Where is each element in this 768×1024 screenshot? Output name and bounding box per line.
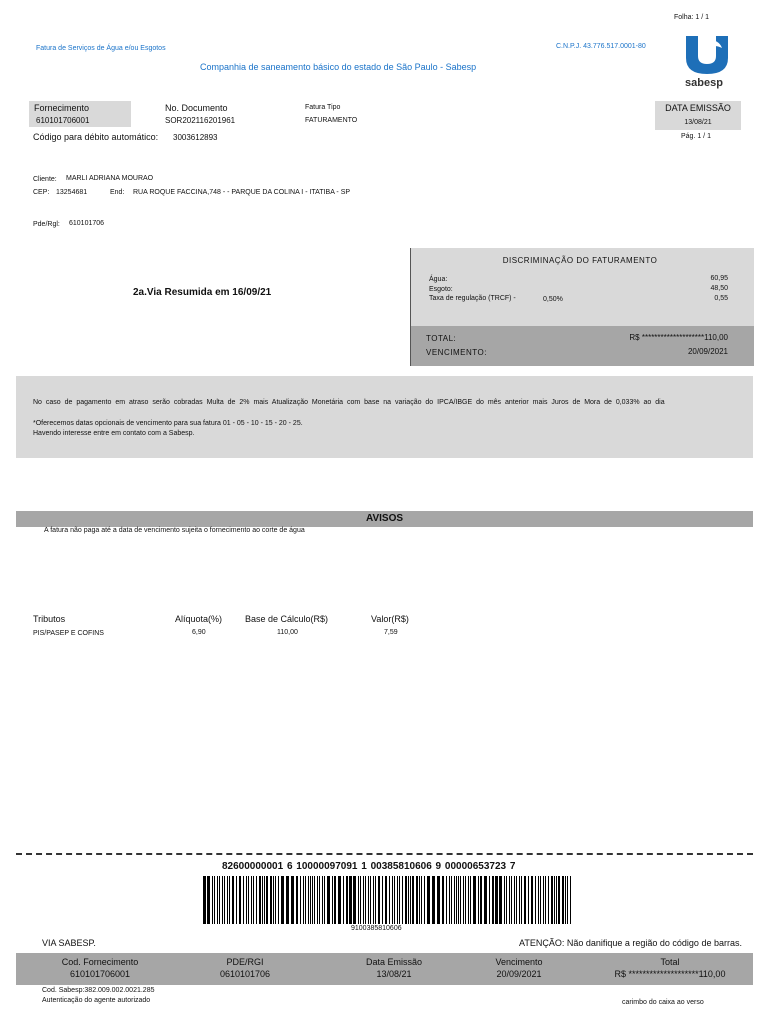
barcode-bar (456, 876, 457, 924)
barcode-bar (314, 876, 315, 924)
barcode-bar (535, 876, 536, 924)
tributos-header: Tributos (33, 614, 66, 624)
tributo-valor: 7,59 (384, 629, 398, 636)
end-value: RUA ROQUE FACCINA,748 - - PARQUE DA COLINA I - ITATIBA - SP (133, 189, 351, 196)
barcode-bar (224, 876, 225, 924)
item-agua-value: 60,95 (710, 275, 728, 282)
barcode-bar (519, 876, 520, 924)
barcode-bar (278, 876, 279, 924)
barcode-line: 82600000001 6 10000097091 1 00385810606 9 00000653723 7 (222, 861, 516, 872)
barcode-bar (239, 876, 241, 924)
documento-label: No. Documento (165, 103, 228, 113)
barcode-bar (349, 876, 352, 924)
barcode-bar (402, 876, 403, 924)
base-header: Base de Cálculo(R$) (245, 614, 329, 624)
barcode-bar (229, 876, 230, 924)
footer-cod-label: Cod. Fornecimento (61, 957, 139, 967)
tributo-base: 110,00 (277, 629, 298, 636)
barcode-bar (310, 876, 311, 924)
barcode-bar (305, 876, 306, 924)
barcode-bar (504, 876, 505, 924)
footer-pde-value: 0610101706 (219, 969, 271, 979)
barcode-bar (266, 876, 268, 924)
barcode-bar (548, 876, 549, 924)
barcode-bar (562, 876, 564, 924)
pde-label: Pde/Rgl: (33, 221, 60, 228)
barcode-bar (460, 876, 461, 924)
item-esgoto-value: 48,50 (710, 285, 728, 292)
item-agua-label: Água: (429, 276, 448, 283)
barcode-bar (236, 876, 237, 924)
barcode-bar (427, 876, 430, 924)
barcode-bar (451, 876, 452, 924)
logo-text: sabesp (685, 77, 723, 89)
barcode-bar (319, 876, 320, 924)
barcode-bar (275, 876, 276, 924)
autenticacao: Autenticação do agente autorizado (42, 997, 151, 1004)
barcode-bar (322, 876, 323, 924)
barcode-bar (389, 876, 390, 924)
barcode-bar (303, 876, 304, 924)
cliente-label: Cliente: (33, 176, 57, 183)
pagina: Pág. 1 / 1 (681, 133, 711, 140)
cep-value: 13254681 (56, 189, 88, 196)
cod-sabesp: Cod. Sabesp:382.009.002.0021.285 (42, 987, 155, 994)
barcode-bar (399, 876, 400, 924)
barcode-bar (432, 876, 435, 924)
item-taxa-label: Taxa de regulação (TRCF) - (429, 295, 516, 302)
barcode-bar (270, 876, 272, 924)
barcode-bar (253, 876, 254, 924)
cep-label: CEP: (33, 189, 50, 196)
barcode-bar (394, 876, 395, 924)
barcode-bar (521, 876, 522, 924)
barcode-bar (222, 876, 223, 924)
barcode-bar (375, 876, 376, 924)
barcode-bar (360, 876, 361, 924)
barcode-bar (273, 876, 274, 924)
barcode-bar (385, 876, 387, 924)
barcode-bar (499, 876, 502, 924)
barcode-bar (212, 876, 213, 924)
barcode-bar (484, 876, 487, 924)
barcode-bar (567, 876, 568, 924)
footer-total-value: R$ ********************110,00 (614, 969, 726, 979)
barcode-bar (232, 876, 234, 924)
vencimento-value: 20/09/2021 (687, 347, 728, 356)
carimbo: carimbo do caixa ao verso (622, 999, 704, 1006)
barcode-bar (449, 876, 450, 924)
barcode-bar (540, 876, 541, 924)
barcode-bar (378, 876, 380, 924)
barcode-bar (308, 876, 309, 924)
barcode-bar (251, 876, 252, 924)
fornecimento-label: Fornecimento (34, 103, 90, 113)
tributo-name: PIS/PASEP E COFINS (33, 630, 104, 637)
footer-vencimento-value: 20/09/2021 (496, 969, 542, 979)
barcode-bar (358, 876, 359, 924)
barcode-bar (405, 876, 407, 924)
tributo-aliquota: 6,90 (192, 629, 206, 636)
barcode-bar (468, 876, 469, 924)
footer-emissao-value: 13/08/21 (376, 969, 412, 979)
folha-label: Folha: 1 / 1 (674, 14, 710, 21)
barcode (203, 876, 573, 924)
discriminacao-title: DISCRIMINAÇÃO DO FATURAMENTO (502, 256, 658, 265)
barcode-bar (408, 876, 409, 924)
atencao-text: ATENÇÃO: Não danifique a região do código de barras. (519, 938, 742, 948)
barcode-bar (334, 876, 336, 924)
barcode-bar (368, 876, 369, 924)
barcode-bar (264, 876, 265, 924)
barcode-bar (528, 876, 529, 924)
barcode-bar (317, 876, 318, 924)
cliente-value: MARLI ADRIANA MOURAO (66, 175, 154, 182)
company-name: Companhia de saneamento básico do estado de São Paulo - Sabesp (200, 62, 477, 72)
barcode-bar (524, 876, 526, 924)
fornecimento-value: 610101706001 (36, 116, 90, 125)
barcode-bar (495, 876, 498, 924)
barcode-bar (256, 876, 257, 924)
barcode-bar (259, 876, 261, 924)
barcode-bar (506, 876, 507, 924)
footer-total-label: Total (660, 957, 680, 967)
documento-value: SOR202116201961 (165, 116, 236, 125)
barcode-bar (343, 876, 344, 924)
barcode-bar (492, 876, 494, 924)
total-box (411, 326, 754, 366)
barcode-bar (262, 876, 263, 924)
barcode-bar (516, 876, 517, 924)
barcode-bar (509, 876, 510, 924)
footer-pde-label: PDE/RGI (226, 957, 264, 967)
barcode-bar (410, 876, 411, 924)
barcode-bar (470, 876, 471, 924)
barcode-bar (397, 876, 398, 924)
barcode-bar (473, 876, 476, 924)
end-label: End: (110, 189, 125, 196)
barcode-bar (300, 876, 301, 924)
total-label: TOTAL: (426, 334, 457, 343)
barcode-bar (538, 876, 539, 924)
barcode-bar (296, 876, 298, 924)
vencimento-label: VENCIMENTO: (426, 348, 487, 357)
footer-vencimento-label: Vencimento (495, 957, 543, 967)
barcode-bar (243, 876, 244, 924)
footer-emissao-label: Data Emissão (365, 957, 423, 967)
barcode-bar (324, 876, 325, 924)
barcode-bar (545, 876, 546, 924)
fatura-tipo-value: FATURAMENTO (305, 117, 358, 124)
cnpj: C.N.P.J. 43.776.517.0001-80 (556, 43, 646, 50)
barcode-bar (458, 876, 459, 924)
barcode-bar (416, 876, 418, 924)
item-taxa-pct: 0,50% (543, 296, 563, 303)
barcode-bar (370, 876, 371, 924)
aliquota-header: Alíquota(%) (175, 614, 223, 624)
barcode-bar (281, 876, 284, 924)
barcode-bar (480, 876, 482, 924)
barcode-bar (207, 876, 210, 924)
item-esgoto-label: Esgoto: (429, 286, 453, 293)
barcode-bar (424, 876, 425, 924)
footer-cod-value: 610101706001 (69, 969, 131, 979)
barcode-bar (227, 876, 228, 924)
barcode-bar (392, 876, 393, 924)
barcode-bar (558, 876, 560, 924)
barcode-bar (421, 876, 422, 924)
barcode-bar (312, 876, 313, 924)
barcode-bar (248, 876, 249, 924)
barcode-bar (531, 876, 533, 924)
avisos-title: AVISOS (365, 513, 404, 524)
barcode-bar (478, 876, 479, 924)
barcode-bar (514, 876, 515, 924)
aviso-line-1: No caso de pagamento em atraso serão cobradas Multa de 2% mais Atualização Monetária com base na variação do IPCA/IBGE do mês anterior mais Juros de Mora de 0,033% ao dia (33, 399, 665, 406)
barcode-bar (554, 876, 555, 924)
barcode-bar (489, 876, 490, 924)
aviso-line-2: *Oferecemos datas opcionais de vencimento para sua fatura 01 - 05 - 10 - 15 - 20 - 25. (33, 420, 303, 427)
barcode-bar (570, 876, 571, 924)
barcode-bar (217, 876, 218, 924)
barcode-bar (346, 876, 348, 924)
barcode-bar (373, 876, 374, 924)
barcode-small-number: 9100385810606 (351, 925, 402, 932)
barcode-bar (442, 876, 444, 924)
barcode-bar (353, 876, 356, 924)
service-title: Fatura de Serviços de Água e/ou Esgotos (36, 45, 166, 52)
barcode-bar (365, 876, 366, 924)
barcode-bar (214, 876, 215, 924)
sabesp-logo-icon (684, 34, 730, 74)
total-value: R$ ********************110,00 (629, 333, 728, 342)
valor-header: Valor(R$) (371, 614, 409, 624)
avisos-text: A fatura não paga até a data de vencimento sujeita o fornecimento ao corte de água (44, 527, 305, 534)
barcode-bar (465, 876, 466, 924)
aviso-line-3: Havendo interesse entre em contato com a Sabesp. (33, 430, 195, 437)
barcode-bar (454, 876, 455, 924)
barcode-bar (446, 876, 447, 924)
barcode-bar (463, 876, 464, 924)
fatura-tipo-label: Fatura Tipo (305, 104, 341, 111)
item-taxa-value: 0,55 (714, 295, 728, 302)
barcode-bar (511, 876, 512, 924)
barcode-bar (363, 876, 364, 924)
barcode-bar (219, 876, 220, 924)
data-emissao-label: DATA EMISSÃO (665, 103, 731, 113)
barcode-bar (543, 876, 544, 924)
debito-label: Código para débito automático: (33, 132, 159, 142)
barcode-bar (338, 876, 341, 924)
barcode-bar (412, 876, 414, 924)
via-sabesp: VIA SABESP. (42, 938, 96, 948)
barcode-bar (286, 876, 289, 924)
barcode-bar (551, 876, 553, 924)
barcode-bar (203, 876, 206, 924)
barcode-bar (437, 876, 440, 924)
barcode-bar (291, 876, 294, 924)
pde-value: 610101706 (69, 220, 105, 227)
barcode-bar (332, 876, 333, 924)
barcode-bar (382, 876, 383, 924)
barcode-bar (327, 876, 330, 924)
barcode-bar (565, 876, 566, 924)
cut-line (16, 853, 753, 855)
debito-value: 3003612893 (173, 133, 218, 142)
via-resumida: 2a.Via Resumida em 16/09/21 (133, 287, 272, 298)
barcode-bar (246, 876, 247, 924)
barcode-bar (556, 876, 557, 924)
barcode-bar (419, 876, 420, 924)
data-emissao-value: 13/08/21 (684, 119, 712, 126)
aviso-box (16, 376, 753, 458)
